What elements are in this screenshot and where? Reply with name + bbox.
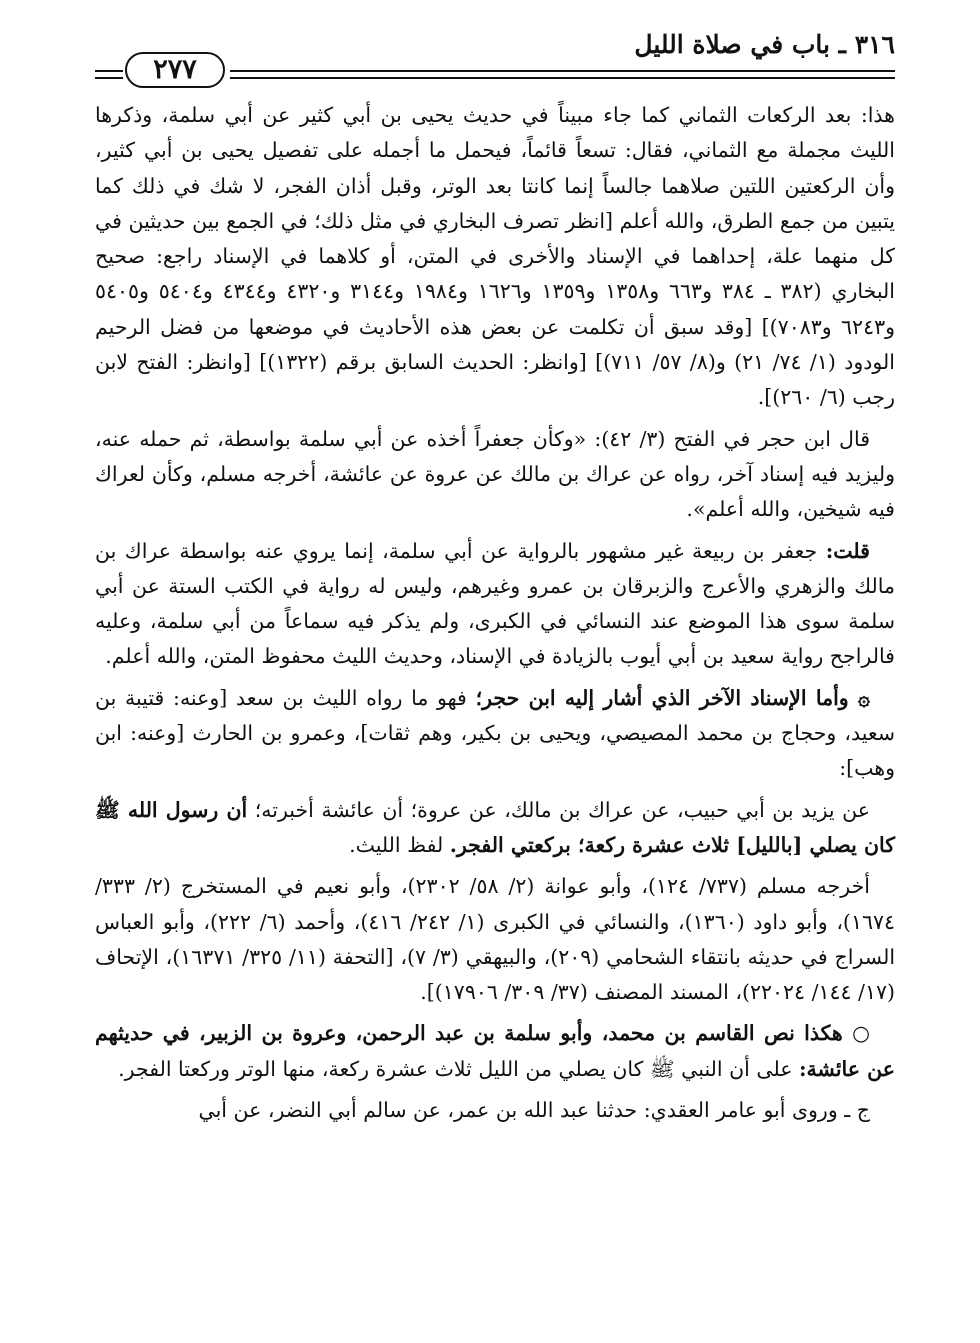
body-text: جعفر بن ربيعة غير مشهور بالرواية عن أبي سلمة، إنما يروي عنه بواسطة عراك بن مالك والزهري والأعرج والزبرقان بن عمرو وغيرهم، وليس له رواية في الكتب الستة عن أبي سلمة سوى هذا الموضع عند النسائي في الكبرى، ولم يذكر فيه سماعاً من أبي سلمة، وعليه فالراجح رواية سعيد بن أبي أيوب بالزيادة في الإسناد، وحديث الليث محفوظ المتن، والله أعلم. [95,538,895,669]
paragraph [95,422,895,528]
body-text: أخرجه مسلم (٧٣٧/ ١٢٤)، وأبو عوانة (٢/ ٥٨/ ٢٣٠٢)، وأبو نعيم في المستخرج (٢/ ٣٣٣/ ١٦٧٤)، وأبو داود (١٣٦٠)، والنسائي في الكبرى (١/ ٢٤٢/ ٤١٦)، وأحمد (٦/ ٢٢٢)، وأبو العباس السراج في حديثه بانتقاء الشحامي (٢٠٩)، والبيهقي (٣/ ٧)، [التحفة (١١/ ٣٢٥/ ١٦٣٧١)، الإتحاف (١٧/ ١٤٤/ ٢٢٠٢٤)، المسند المصنف (٣٧/ ٣٠٩/ ١٧٩٠٦)]. [95,874,896,1005]
body-text: قال ابن حجر في الفتح (٣/ ٤٢): «وكأن جعفراً أخذه عن أبي سلمة بواسطة، ثم حمله عنه، وليزيد فيه إسناد آخر، رواه عن عراك بن مالك عن عروة عن عائشة، أخرجه مسلم، وكأن لعراك فيه شيخين، والله أعلم». [95,426,895,522]
running-title: ٣١٦ ـ باب في صلاة الليل [634,30,895,59]
paragraph [95,98,895,416]
header-rule-right-lower [230,77,895,79]
paragraph [95,534,895,675]
paragraph [95,793,895,864]
header-rule-left [95,70,123,72]
paragraph [95,681,895,787]
page-number: ٢٧٧ [125,52,225,88]
bold-text: ○ هكذا نص القاسم بن محمد، وأبو سلمة بن عبد الرحمن، وعروة بن الزبير، في حديثهم عن عائشة: [95,1021,895,1081]
paragraph [95,1093,895,1128]
page-header [95,30,895,90]
body-text: فهو ما رواه الليث بن سعد [وعنه: قتيبة بن سعيد، وحجاج بن محمد المصيصي، ويحيى بن بكير، وهم ثقات]، وعمرو بن الحارث [وعنه: ابن وهب]: [95,685,895,781]
body-text: لفظ الليث. [349,832,450,857]
header-rule-right [230,70,895,72]
page-body [95,98,895,1134]
body-text: ج ـ وروى أبو عامر العقدي: حدثنا عبد الله بن عمر، عن سالم أبي النضر، عن أبي [198,1098,870,1123]
header-rule-left-lower [95,77,123,79]
paragraph [95,1016,895,1087]
paragraph [95,869,895,1010]
body-text: عن يزيد بن أبي حبيب، عن عراك بن مالك، عن عروة؛ أن عائشة أخبرته؛ [247,797,870,822]
bold-text: أن رسول الله ﷺ كان يصلي [بالليل] ثلاث عشرة ركعة؛ بركعتي الفجر. [95,797,895,857]
body-text: هذا: بعد الركعات الثماني كما جاء مبيناً في حديث يحيى بن أبي كثير عن أبي سلمة، وذكرها الليث مجملة مع الثماني، فقال: تسعاً قائماً، فيحمل ما أجمله على تفصيل يحيى بن أبي كثير، وأن الركعتين اللتين صلاهما جالساً إنما كانتا بعد الوتر، وقبل أذان الفجر، لا شك في ذلك كما يتبين من جمع الطرق، والله أعلم [انظر تصرف البخاري في مثل ذلك؛ في الجمع بين حديثين في كل منهما علة، إحداهما في الإسناد والأخرى في المتن، أو كلاهما في الإسناد راجع: صحيح البخاري (٣٨٢ ـ ٣٨٤ و٦٦٣ و١٣٥٨ و١٣٥٩ و١٦٢٦ و١٩٨٤ و٣١٤٤ و٤٣٢٠ و٤٣٤٤ و٥٤٠٤ و٥٤٠٥ و٦٢٤٣ و٧٠٨٣)] [وقد سبق أن تكلمت عن بعض هذه الأحاديث في موضعها من فضل الرحيم الودود (١/ ٧٤/ ٢١) و(٨/ ٥٧/ ٧١١)] [وانظر: الحديث السابق برقم (١٣٢٢)] [وانظر: الفتح لابن رجب (٦/ ٢٦٠)]. [95,103,895,410]
bold-text: قلت: [825,538,870,563]
bold-text: ۞ وأما الإسناد الآخر الذي أشار إليه ابن حجر؛ [475,685,870,710]
body-text: على أن النبي ﷺ كان يصلي من الليل ثلاث عشرة ركعة، منها الوتر وركعتا الفجر. [118,1056,799,1081]
